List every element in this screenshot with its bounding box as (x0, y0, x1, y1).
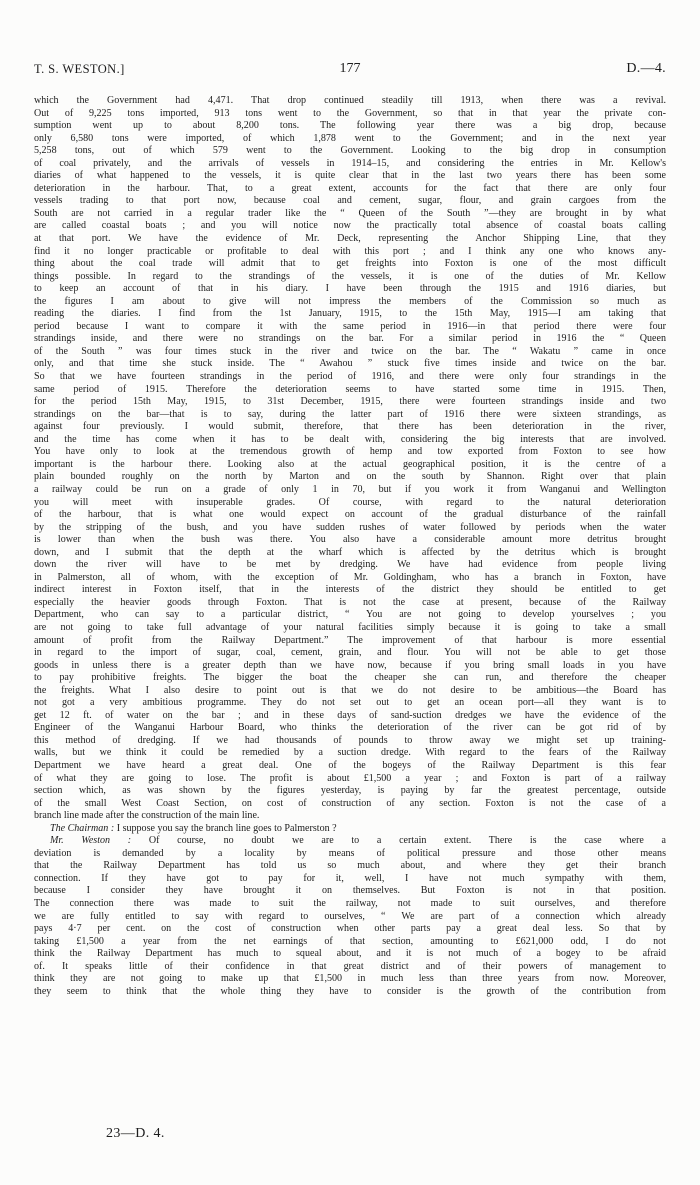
weston-answer-first-line (34, 835, 666, 848)
text-line: down the river will have to be met by dredging. We have had evidence from people living (34, 559, 666, 571)
text-line: of. It speaks little of their confidence in that great district and of their powers of management to (34, 960, 666, 972)
question-text: I suppose you say the branch line goes to Palmerston ? (114, 822, 337, 834)
page-number: 177 (339, 61, 361, 76)
text-line: walls, but we think it could be remedied by a suction dredge. With regard to the fears of the Railway (34, 747, 666, 759)
text-line: 5,258 tons, out of which 579 went to the Government. Looking to the big drop in consumption (34, 145, 666, 157)
text-line: The connection there was made to suit the railway, not made to suit ourselves, and therefore (34, 898, 666, 909)
text-line: strandings on the bar—that is to say, during the latter part of 1916 there were sixteen strandings, as (34, 408, 666, 420)
speaker-label: Mr. Weston : (50, 835, 132, 847)
text-line: which the Government had 4,471. That drop continued steadily till 1913, when there was a revival. (34, 95, 666, 106)
text-line: that the Railway Department has told us so much about, and where they get their branch (34, 860, 666, 872)
text-line: to keep an account of that in his diary. I have been through the 1915 and 1916 diaries, but (34, 283, 666, 295)
text-line: are called coastal boats ; and you will notice now the practically total absence of coastal boats calling (34, 220, 666, 232)
text-line: branch line made after the construction of the main line. (34, 810, 260, 822)
text-line: by the stripping of the bush, and you have sudden rushes of water followed by periods when the water (34, 521, 666, 533)
text-line: Out of 9,225 tons imported, 913 tons went to the Government, so that in that year the private con- (34, 107, 666, 119)
evidence-paragraph (34, 95, 666, 823)
chairman-question (34, 823, 666, 836)
header-witness: T. S. WESTON.] (34, 62, 125, 76)
evidence-body (34, 95, 666, 998)
text-line: of the harbour, that is what one would expect on account of the gradual disturbance of the rainfall (34, 509, 666, 521)
text-line: we are fully entitled to say with regard to ourselves, “ We are part of a connection which already (34, 910, 666, 922)
text-line: thing about the coal trade will admit that to get freights into Foxton is one of the most difficult (34, 258, 666, 270)
text-line: pays 4·7 per cent. on the cost of construction when other parts pay a great deal less. So that by (34, 923, 666, 935)
text-line: of what they are going to lose. The profit is about £1,500 a year ; and Foxton is part of a railway (34, 772, 666, 784)
text-line: only, and that time she stuck inside. The “ Awahou ” stuck five times inside and twice on the bar. (34, 358, 666, 370)
text-line: things possible. In regard to the strandings of the vessels, it is one of the duties of Mr. Kellow (34, 270, 666, 282)
text-line: deterioration in the harbour. That, to a great extent, accounts for the fact that there are only four (34, 182, 666, 194)
text-line: not got a very ambitious programme. They do not set out to get an ocean port—all they want is to (34, 697, 666, 709)
text-line: you will meet with insuperable grades. Of course, with regard to the natural deterioration (34, 496, 666, 508)
text-line: period because I want to compare it with the same period in 1916—in that period there were four (34, 320, 666, 332)
text-line: sumption went up to about 8,200 tons. The following year there was a big drop, because (34, 120, 666, 132)
running-header (34, 62, 666, 78)
text-line: So that we have fourteen strandings in the period of 1916, and there were only four strandings in the (34, 371, 666, 383)
answer-text: Of course, no doubt we are to a certain extent. There is the case where a (131, 835, 666, 847)
text-line: You have only to look at the tremendous growth of hemp and tow exported from Foxton to see how (34, 446, 666, 458)
text-line: to pay prohibitive freights. The bigger the boat the cheaper she can run, and therefore the cheaper (34, 672, 666, 684)
text-line: important is the harbour there. Looking also at the actual geographical position, it is the centre of a (34, 458, 666, 470)
text-line: same period of 1915. Therefore the deterioration seems to have started some time in 1915. Then, (34, 383, 666, 395)
text-line: reading the diaries. I find from the 1st January, 1915, to the 15th May, 1915—I am taking that (34, 308, 666, 320)
paper-reference: D.—4. (626, 61, 666, 76)
text-line: think they are not going to make up that £1,500 in much less than three years from now. Moreover, (34, 973, 666, 985)
text-line: especially the heavier goods through Foxton. That is not the case at present, because of the Railway (34, 596, 666, 608)
text-line: of the small West Coast Section, on cost of construction of any section. Foxton is not the case of a (34, 797, 666, 809)
weston-answer-paragraph (34, 848, 666, 999)
text-line: amount of profit from the Railway Department.” The improvement of that harbour is more essential (34, 634, 666, 646)
text-line: connection. If they have got to pay for it, well, I have not much sympathy with them, (34, 872, 666, 884)
text-line: diaries of what happened to the vessels, it is quite clear that in the last two years there has been some (34, 170, 666, 182)
text-line: against four previously. I would submit, therefore, that there has been deterioration in the river, (34, 421, 666, 433)
text-line: Engineer of the Wanganui Harbour Board, who thinks the deterioration of the river can be got rid of by (34, 722, 666, 734)
text-line: get 12 ft. of water on the bar ; and in these days of sand-suction dredges we have the evidence of the (34, 709, 666, 721)
text-line: a railway could be run on a grade of only 1 in 70, but if you work it from Wanganui and Wellington (34, 483, 666, 495)
signature-mark: 23—D. 4. (106, 1126, 165, 1141)
text-line: only 6,580 tons were imported, of which 1,878 went to the Government; and in the next year (34, 132, 666, 144)
text-line: this method of dredging. If we had thousands of pounds to throw away we might set up training- (34, 734, 666, 746)
text-line: taking £1,500 a year from the net earnings of that section, amounting to £621,000 odd, I do not (34, 935, 666, 947)
text-line: in Palmerston, all of whom, with the exception of Mr. Goldingham, who has a branch in Foxton, have (34, 571, 666, 583)
text-line: because I consider they have brought it on themselves. But Foxton is not in that position. (34, 885, 666, 897)
text-line: of coal privately, and the arrivals of vessels in 1914–15, and considering the entries in Mr. Kellow's (34, 157, 666, 169)
text-line: South are not carried in a regular trader like the “ Queen of the South ”—they are brought in by what (34, 207, 666, 219)
text-line: goods in unless there is a greater depth than we have now, because if you bring small loads in you have (34, 659, 666, 671)
text-line: deviation is demanded by a locality by means of political pressure and those other means (34, 847, 666, 859)
text-line: Department we have heard a great deal. One of the bogeys of the Railway Department is this fear (34, 759, 666, 771)
text-line: in regard to the import of sugar, coal, cement, grain, and flour. You will not be able to get those (34, 647, 666, 659)
text-line: Department, who can say to a particular district, “ You are not going to develop yourselves ; you (34, 609, 666, 621)
text-line: section which, as was shown by the figures yesterday, is paying by far the greatest percentage, outside (34, 785, 666, 797)
text-line: find it no longer practicable or profitable to deal with this port ; and I think any one who knows any- (34, 245, 666, 257)
text-line: vessels trading to that port now, because coal and cement, sugar, flour, and grain cargoes from the (34, 195, 666, 207)
text-line: are not going to take full advantage of your natural facilities simply because it is going to take a small (34, 621, 666, 633)
text-line: is lower than when the bush was there. You also have a considerable amount more detritus brought (34, 534, 666, 546)
text-line: at that port. We have the evidence of Mr. Deck, representing the Anchor Shipping Line, that they (34, 233, 666, 245)
speaker-label: The Chairman : (50, 822, 115, 834)
text-line: and the time has come when it has to be dealt with, considering the big interests that are involved. (34, 433, 666, 445)
text-line: they seem to think that the whole thing they have to consider is the growth of the contribution from (34, 985, 666, 997)
text-line: strandings inside, and there were no strandings on the bar. For a similar period in 1916 the “ Queen (34, 333, 666, 345)
text-line: for the period 15th May, 1915, to 31st December, 1915, there were fourteen strandings inside and two (34, 396, 666, 408)
text-line: think the Railway Department has much to squeal about, and it is not much of a bogey to be afraid (34, 948, 666, 960)
text-line: the freights. What I also desire to point out is that we do not desire to be ambitious—the Board has (34, 684, 666, 696)
text-line: plain bounded roughly on the north by Marton and on the south by Shannon. Right over that plain (34, 471, 666, 483)
text-line: the figures I am about to give will not impress the members of the Commission so much as (34, 295, 666, 307)
text-line: down, and I submit that the depth at the wharf which is affected by the detritus which is brought (34, 546, 666, 558)
text-line: indirect interest in Foxton itself, that in the interests of the district they should be entitled to get (34, 584, 666, 596)
text-line: of the South ” was four times stuck in the river and twice on the bar. The “ Wakatu ” came in once (34, 345, 666, 357)
